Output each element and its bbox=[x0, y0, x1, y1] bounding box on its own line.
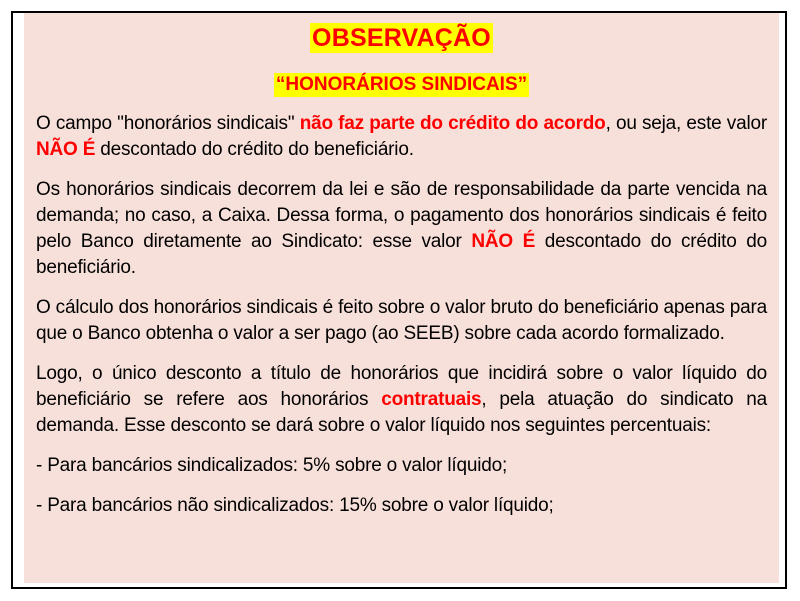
paragraph-2-emphasis: NÃO É bbox=[471, 231, 536, 252]
paragraph-1-text-b: , ou seja, este valor bbox=[605, 113, 767, 134]
observation-panel bbox=[24, 13, 779, 583]
paragraph-2-text-b: descontado do crédito do beneficiário. bbox=[36, 231, 767, 278]
list-item: - Para bancários não sindicalizados: 15% sobre o valor líquido; bbox=[36, 495, 554, 516]
page-title: OBSERVAÇÃO bbox=[312, 24, 491, 52]
paragraph-2-text-a: Os honorários sindicais decorrem da lei e são de responsabilidade da parte vencida na demanda; no caso, a Caixa. Dessa forma, o pagamento dos honorários sindicais é feito pelo Banco diretamente ao Sindicato: esse valor bbox=[36, 179, 767, 252]
page-subtitle: “HONORÁRIOS SINDICAIS” bbox=[275, 74, 528, 95]
paragraph-4-text-b: , pela atuação do sindicato na demanda. Esse desconto se dará sobre o valor líquido nos seguintes percentuais: bbox=[36, 389, 768, 436]
paragraph-3 bbox=[36, 295, 767, 347]
paragraph-4 bbox=[36, 361, 767, 439]
paragraph-1-emphasis-b: NÃO É bbox=[36, 139, 96, 160]
paragraph-4-emphasis: contratuais bbox=[381, 389, 482, 410]
document-frame bbox=[11, 11, 787, 589]
subtitle-row bbox=[36, 73, 767, 99]
paragraph-1-text-a: O campo "honorários sindicais" bbox=[36, 113, 300, 134]
paragraph-1-emphasis-a: não faz parte do crédito do acordo bbox=[299, 113, 606, 134]
paragraph-1 bbox=[36, 111, 767, 163]
list-item: - Para bancários sindicalizados: 5% sobre o valor líquido; bbox=[36, 455, 508, 476]
paragraph-1-text-c: descontado do crédito do beneficiário. bbox=[95, 139, 414, 160]
paragraph-3-text: O cálculo dos honorários sindicais é feito sobre o valor bruto do beneficiário apenas para que o Banco obtenha o valor a ser pago (ao SEEB) sobre cada acordo formalizado. bbox=[36, 297, 767, 344]
paragraph-4-text-a: Logo, o único desconto a título de honorários que incidirá sobre o valor líquido do beneficiário se refere aos honorários bbox=[36, 363, 767, 410]
paragraph-2 bbox=[36, 177, 767, 281]
title-row bbox=[36, 23, 767, 63]
